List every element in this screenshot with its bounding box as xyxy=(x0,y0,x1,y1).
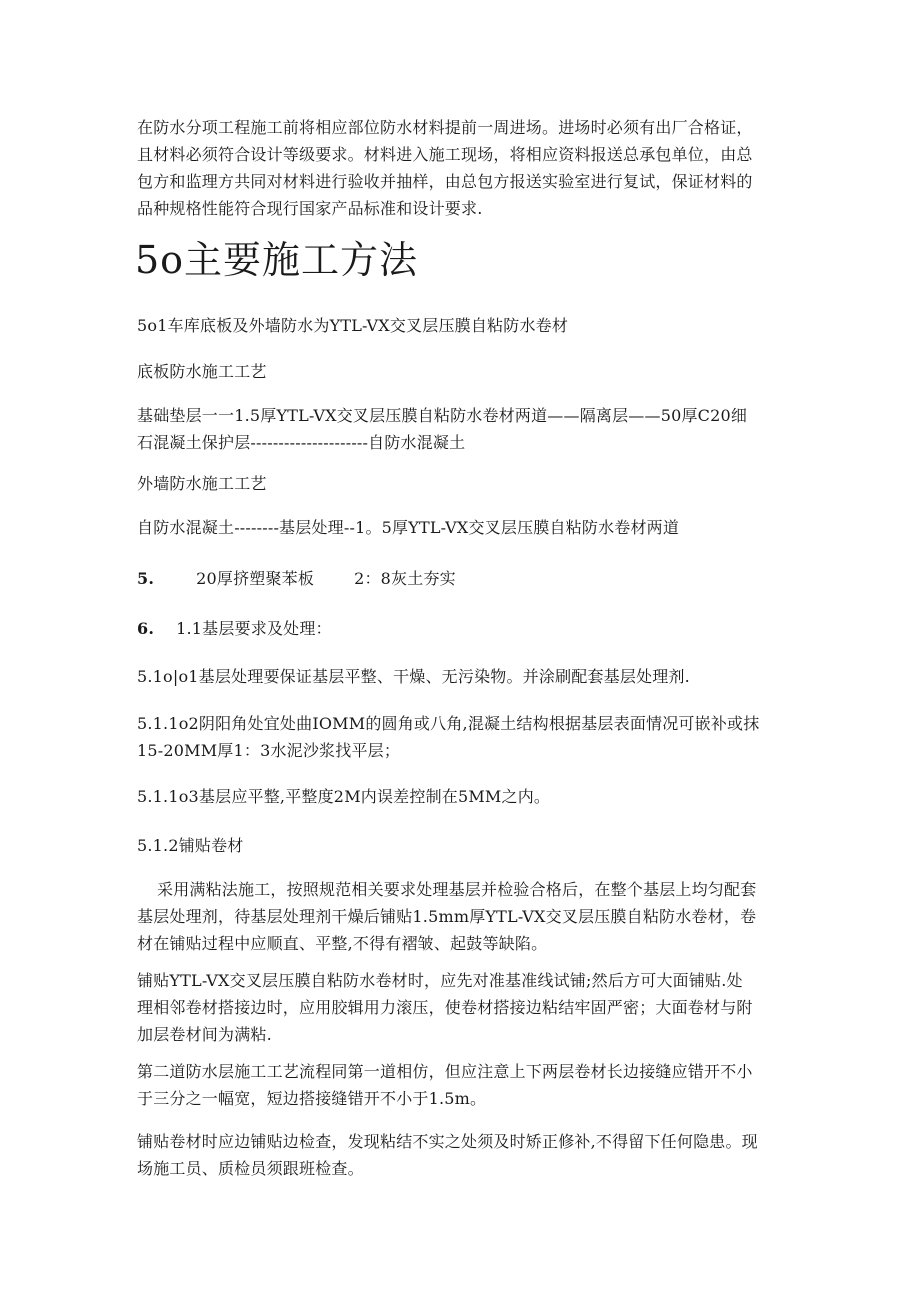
text-line: 理相邻卷材搭接边时，应用胶辑用力滚压，使卷材搭接边粘结牢固严密；大面卷材与附 xyxy=(137,998,753,1017)
text-line: 品种规格性能符合现行国家产品标准和设计要求. xyxy=(137,199,483,218)
list-item-text: 2：8灰土夯实 xyxy=(354,569,456,588)
text-line: 在防水分项工程施工前将相应部位防水材料提前一周进场。进场时必须有出厂合格证， xyxy=(137,118,753,137)
text-line: 加层卷材间为满粘. xyxy=(137,1025,272,1044)
list-item-text: 20厚挤塑聚苯板 xyxy=(196,569,315,588)
requirement-3: 5.1.1o3基层应平整,平整度2M内误差控制在5MM之内。 xyxy=(137,787,551,806)
text-line: 5.1.1o2阴阳角处宜处曲IOMM的圆角或八角,混凝土结构根据基层表面情况可嵌补或抹 xyxy=(137,714,760,733)
text-line: 15-20MM厚1：3水泥沙浆找平层； xyxy=(137,741,401,760)
text-line: 基层处理剂，待基层处理剂干燥后铺贴1.5mm厚YTL-VX交叉层压膜自粘防水卷材，卷 xyxy=(137,907,757,926)
text-line: 基础垫层一一1.5厚YTL-VX交叉层压膜自粘防水卷材两道——隔离层——50厚C20细 xyxy=(137,406,748,425)
floor-process-paragraph xyxy=(137,402,787,456)
list-item-text: 1.1基层要求及处理： xyxy=(176,619,332,638)
floor-process-title: 底板防水施工工艺 xyxy=(137,362,267,381)
text-line: 场施工员、质检员须跟班检查。 xyxy=(137,1159,364,1178)
list-number: 5. xyxy=(137,569,155,588)
requirement-2 xyxy=(137,710,787,764)
second-layer-paragraph xyxy=(137,1058,787,1112)
text-line: 于三分之一幅宽，短边搭接缝错开不小于1.5m。 xyxy=(137,1089,487,1108)
text-line: 铺贴卷材时应边铺贴边检查，发现粘结不实之处须及时矫正修补,不得留下任何隐患。现 xyxy=(137,1132,758,1151)
list-item-6 xyxy=(137,615,787,642)
laying-paragraph xyxy=(137,967,787,1048)
inspection-paragraph xyxy=(137,1128,787,1182)
text-line: 且材料必须符合设计等级要求。材料进入施工现场，将相应资料报送总承包单位，由总 xyxy=(137,145,753,164)
text-line: 石混凝土保护层---------------------自防水混凝土 xyxy=(137,433,466,452)
subsection-title: 5o1车库底板及外墙防水为YTL-VX交叉层压膜自粘防水卷材 xyxy=(137,316,569,335)
subsection-title-5-1-2: 5.1.2铺贴卷材 xyxy=(137,836,244,855)
text-line: 铺贴YTL-VX交叉层压膜自粘防水卷材时，应先对准基准线试铺;然后方可大面铺贴.处 xyxy=(137,971,743,990)
requirement-1: 5.1o|o1基层处理要保证基层平整、干燥、无污染物。并涂刷配套基层处理剂. xyxy=(137,667,690,686)
text-line: 包方和监理方共同对材料进行验收并抽样，由总包方报送实验室进行复试，保证材料的 xyxy=(137,172,753,191)
section-heading: 5o主要施工方法 xyxy=(135,238,419,282)
intro-paragraph xyxy=(137,114,787,222)
text-line: 采用满粘法施工，按照规范相关要求处理基层并检验合格后，在整个基层上均匀配套 xyxy=(157,880,757,899)
full-bond-paragraph xyxy=(137,876,787,957)
list-item-5 xyxy=(137,565,787,592)
wall-process-title: 外墙防水施工工艺 xyxy=(137,474,267,493)
wall-process-text: 自防水混凝土--------基层处理--1。5厚YTL-VX交叉层压膜自粘防水卷材两道 xyxy=(137,518,680,537)
text-line: 第二道防水层施工工艺流程同第一道相仿，但应注意上下两层卷材长边接缝应错开不小 xyxy=(137,1062,753,1081)
text-line: 材在铺贴过程中应顺直、平整,不得有褶皱、起鼓等缺陷。 xyxy=(137,934,548,953)
list-number: 6. xyxy=(137,619,155,638)
